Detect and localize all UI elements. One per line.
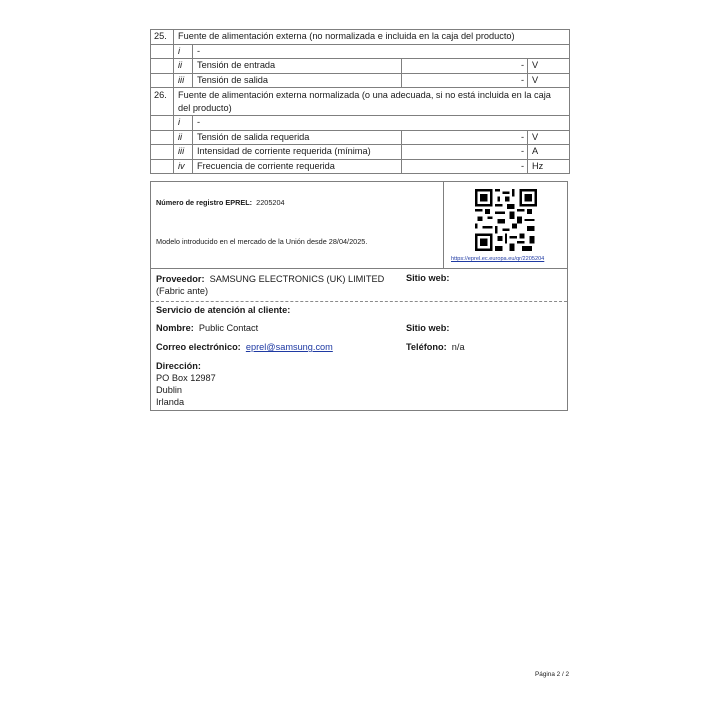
qr-code-icon[interactable]: [475, 189, 537, 251]
item-title: Fuente de alimentación externa normalizada (o una adecuada, si no está incluida en la caja del producto): [174, 88, 570, 116]
item-title: Fuente de alimentación externa (no normalizada e incluida en la caja del producto): [174, 30, 570, 45]
supplier-value: SAMSUNG ELECTRONICS (UK) LIMITED (Fabric ante): [156, 274, 385, 296]
address-line: Irlanda: [156, 397, 185, 407]
supplier-website-label: Sitio web:: [406, 273, 450, 283]
contact-email: [156, 342, 333, 352]
row-label: Frecuencia de corriente requerida: [193, 159, 402, 174]
row-unit: V: [528, 73, 570, 88]
table-row: [151, 59, 570, 74]
row-label: -: [193, 44, 570, 59]
table-row: [151, 159, 570, 174]
table-row: [151, 44, 570, 59]
address-line: Dublin: [156, 385, 183, 395]
row-unit: Hz: [528, 159, 570, 174]
row-value: -: [402, 130, 528, 145]
row-label: Tensión de salida: [193, 73, 402, 88]
registration-value: 2205204: [256, 198, 285, 207]
item-25-header: [151, 30, 570, 45]
sub-index: ii: [174, 59, 193, 74]
sub-index: i: [174, 44, 193, 59]
sub-index: ii: [174, 130, 193, 145]
sub-index: iv: [174, 159, 193, 174]
page-number: Página 2 / 2: [535, 671, 570, 678]
sub-index: iii: [174, 73, 193, 88]
email-link[interactable]: eprel@samsung.com: [245, 342, 333, 352]
row-value: -: [402, 59, 528, 74]
model-introduced-text: Modelo introducido en el mercado de la Unión desde 28/04/2025.: [156, 237, 368, 246]
row-value: -: [402, 159, 528, 174]
row-label: Tensión de salida requerida: [193, 130, 402, 145]
supplier-label: Proveedor:: [156, 274, 205, 284]
service-website-label: Sitio web:: [406, 323, 450, 333]
phone-label: Teléfono:: [406, 342, 447, 352]
registration-section: [151, 182, 567, 269]
item-26-header: [151, 88, 570, 116]
name-label: Nombre:: [156, 323, 194, 333]
contact-address: [156, 360, 216, 408]
row-unit: V: [528, 130, 570, 145]
sub-index: i: [174, 116, 193, 131]
contact-name: [156, 323, 258, 333]
phone-value: n/a: [451, 342, 465, 352]
row-unit: V: [528, 59, 570, 74]
registration-number: [156, 198, 285, 207]
row-value: -: [402, 73, 528, 88]
registration-info: [151, 182, 444, 268]
address-line: PO Box 12987: [156, 373, 216, 383]
table-row: [151, 145, 570, 160]
row-unit: A: [528, 145, 570, 160]
eprel-info-card: [150, 181, 568, 411]
customer-service-heading: Servicio de atención al cliente:: [156, 305, 291, 315]
eprel-qr-link[interactable]: https://eprel.ec.europa.eu/qr/2205204: [451, 256, 545, 262]
sub-index: iii: [174, 145, 193, 160]
email-label: Correo electrónico:: [156, 342, 241, 352]
row-label: Tensión de entrada: [193, 59, 402, 74]
registration-label: Número de registro EPREL:: [156, 198, 253, 207]
table-row: [151, 130, 570, 145]
spec-table: [150, 29, 570, 174]
item-number: 25.: [151, 30, 174, 45]
row-label: Intensidad de corriente requerida (mínima): [193, 145, 402, 160]
supplier: [156, 273, 401, 297]
item-number: 26.: [151, 88, 174, 116]
table-row: [151, 73, 570, 88]
address-label: Dirección:: [156, 361, 201, 371]
name-value: Public Contact: [198, 323, 259, 333]
section-divider: [151, 301, 567, 302]
contact-phone: [406, 342, 465, 352]
row-label: -: [193, 116, 570, 131]
row-value: -: [402, 145, 528, 160]
table-row: [151, 116, 570, 131]
